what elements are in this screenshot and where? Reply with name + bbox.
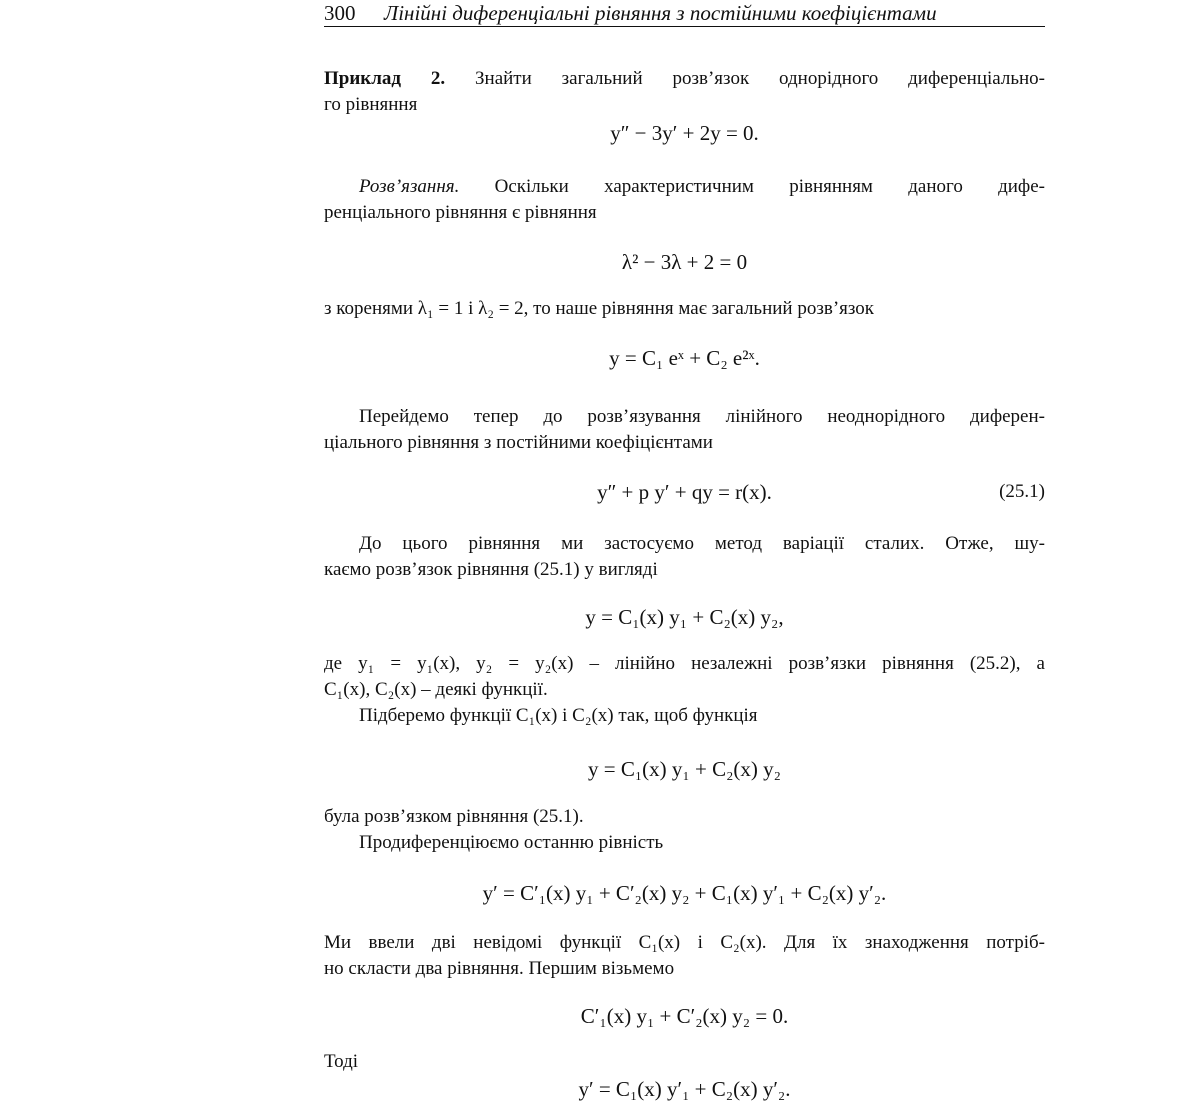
equation-25-1-body: y″ + p y′ + qy = r(x). xyxy=(597,480,772,504)
solution-text-line-1: Оскільки характеристичним рівнянням даного дифе- xyxy=(494,176,1046,197)
page-number: 300 xyxy=(324,1,356,25)
where-paragraph xyxy=(324,651,1045,729)
equation-characteristic: λ² − 3λ + 2 = 0 xyxy=(621,250,748,274)
unknowns-line-2: но скласти два рівняння. Першим візьмемо xyxy=(324,958,675,979)
then-paragraph xyxy=(324,1049,1045,1075)
choose-line: Підберемо функції C₁(x) і C₂(x) так, щоб функція xyxy=(359,705,758,726)
equation-condition: C′₁(x) y₁ + C′₂(x) y₂ = 0. xyxy=(580,1004,789,1028)
then-line: Тоді xyxy=(324,1051,359,1072)
example-paragraph xyxy=(324,66,1045,118)
equation-then: y′ = C₁(x) y′₁ + C₂(x) y′₂. xyxy=(578,1077,791,1101)
was-line: була розв’язком рівняння (25.1). xyxy=(324,806,584,827)
roots-paragraph xyxy=(324,296,1045,322)
solution-paragraph xyxy=(324,174,1045,226)
method-line-2: каємо розв’язок рівняння (25.1) у вигляді xyxy=(324,559,658,580)
chapter-title: Лінійні диференціальні рівняння з постійними коефіцієнтами xyxy=(384,1,937,25)
equation-solution-form: y = C₁(x) y₁ + C₂(x) y₂, xyxy=(585,605,784,629)
unknowns-paragraph xyxy=(324,930,1045,982)
solution-text-line-2: ренціального рівняння є рівняння xyxy=(324,202,597,223)
unknowns-line-1: Ми ввели дві невідомі функції C₁(x) і C₂(x). Для їх знаходження потріб- xyxy=(324,932,1045,953)
equation-function: y = C₁(x) y₁ + C₂(x) y₂ xyxy=(588,757,781,781)
intro-paragraph xyxy=(324,404,1045,456)
equation-general-solution: y = C₁ eˣ + C₂ e²ˣ. xyxy=(609,346,760,370)
equation-25-1 xyxy=(324,480,1045,505)
equation-derivative: y′ = C′₁(x) y₁ + C′₂(x) y₂ + C₁(x) y′₁ + C₂(x) y′₂. xyxy=(482,881,887,905)
roots-line: з коренями λ₁ = 1 і λ₂ = 2, то наше рівняння має загальний розв’язок xyxy=(324,298,875,319)
intro-line-1: Перейдемо тепер до розв’язування лінійного неоднорідного диферен- xyxy=(359,406,1045,427)
equation-example: y″ − 3y′ + 2y = 0. xyxy=(610,121,759,145)
example-text-line-2: го рівняння xyxy=(324,94,418,115)
where-line-1: де y₁ = y₁(x), y₂ = y₂(x) – лінійно незалежні розв’язки рівняння (25.2), а xyxy=(324,653,1045,674)
document-page xyxy=(324,0,1045,1103)
running-header xyxy=(324,0,1045,27)
method-line-1: До цього рівняння ми застосуємо метод варіації сталих. Отже, шу- xyxy=(359,533,1045,554)
intro-line-2: ціального рівняння з постійними коефіцієнтами xyxy=(324,432,713,453)
solution-label: Розв’язання. xyxy=(359,176,460,197)
method-paragraph xyxy=(324,531,1045,583)
where-line-2: C₁(x), C₂(x) – деякі функції. xyxy=(324,679,548,700)
equation-number-25-1: (25.1) xyxy=(999,481,1045,502)
differentiate-line: Продиференціюємо останню рівність xyxy=(359,832,664,853)
example-text-line-1: Знайти загальний розв’язок однорідного диференціально- xyxy=(475,68,1046,89)
example-label: Приклад 2. xyxy=(324,68,446,89)
was-paragraph xyxy=(324,804,1045,856)
